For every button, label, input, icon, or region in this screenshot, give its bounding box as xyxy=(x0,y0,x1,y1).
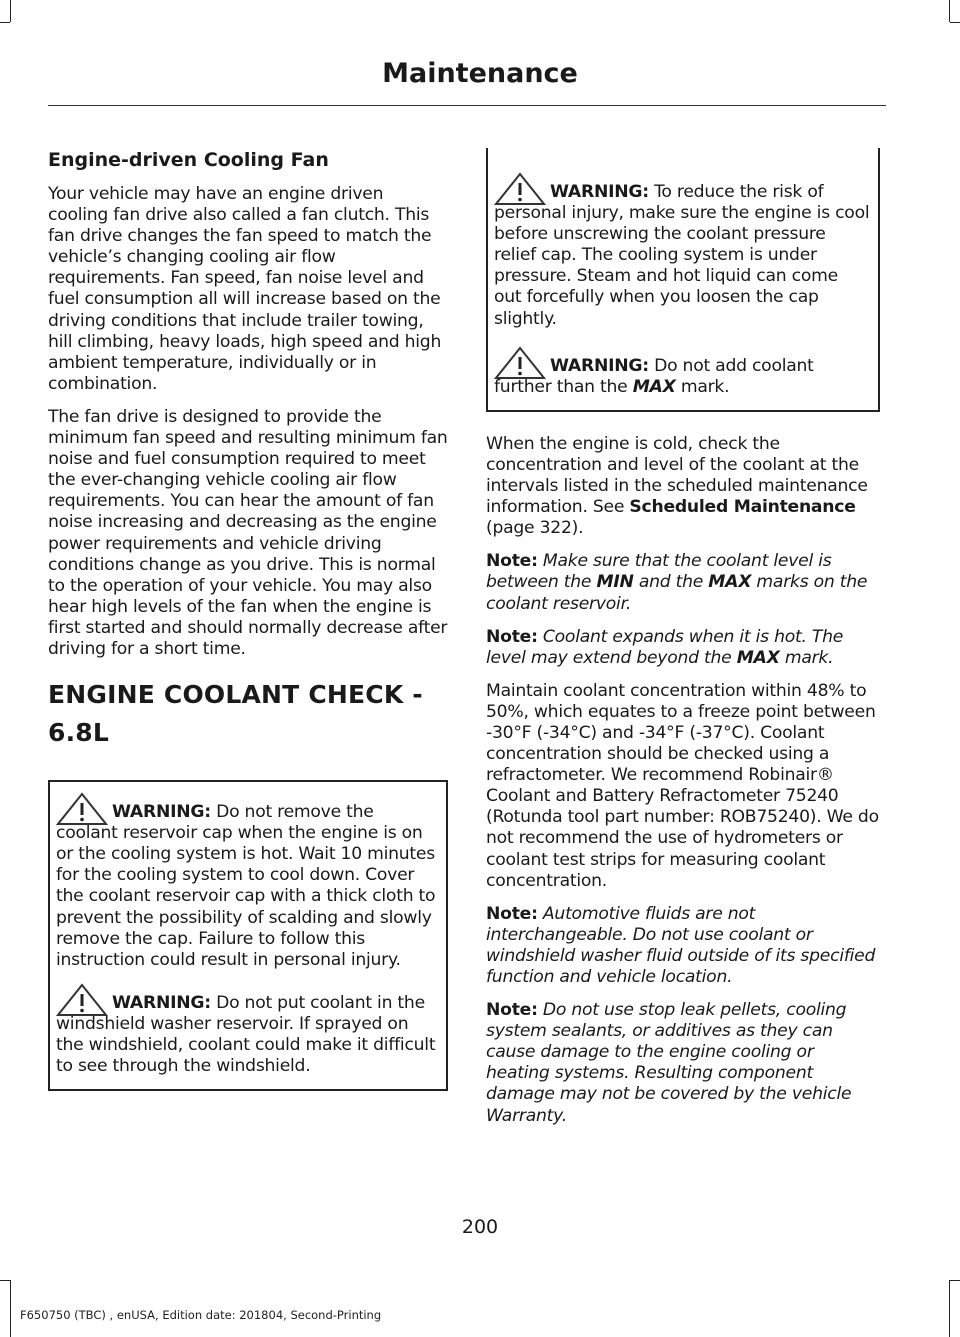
crop-mark xyxy=(0,1280,10,1281)
warning-item: WARNING: To reduce the risk of personal injury, make sure the engine is cool before unscrewing the coolant pressure relief cap. The cooling system is under pressure. Steam and hot liquid can come out forcefully when you loosen the cap slightly. xyxy=(494,182,870,330)
section-heading-coolant-check-line2: 6.8L xyxy=(48,718,110,748)
left-column xyxy=(48,140,448,1109)
note: Note: Do not use stop leak pellets, cooling system sealants, or additives as they can cause damage to the engine cooling or heating systems. Resulting component damage may not be covered by the vehicle Warranty. xyxy=(486,1000,852,1126)
warning-triangle-icon xyxy=(56,792,108,822)
warning-box xyxy=(486,148,880,412)
crop-mark xyxy=(10,1280,11,1337)
warning-item: WARNING: Do not put coolant in the windshield washer reservoir. If sprayed on the windshield, coolant could make it difficult to see through the windshield. xyxy=(56,993,438,1077)
note: Note: Automotive fluids are not interchangeable. Do not use coolant or windshield washer fluid outside of its specified function and vehicle location. xyxy=(486,903,876,987)
crop-mark xyxy=(949,0,950,22)
paragraph: Your vehicle may have an engine driven cooling fan drive also called a fan clutch. This fan drive changes the fan speed to match the vehicle’s changing cooling air flow requirements. Fan speed, fan noise level and fuel consumption all will increase based on the driving conditions that include trailer towing, hill climbing, heavy loads, high speed and high ambient temperature, individually or in combination. xyxy=(48,184,442,394)
crop-mark xyxy=(950,1280,960,1281)
section-heading-cooling-fan: Engine-driven Cooling Fan xyxy=(48,149,329,171)
footer-edition: F650750 (TBC) , enUSA, Edition date: 201804, Second-Printing xyxy=(20,1308,382,1322)
note: Note: Make sure that the coolant level is between the MIN and the MAX marks on the coolant reservoir. xyxy=(486,551,868,614)
warning-item: WARNING: Do not remove the coolant reservoir cap when the engine is on or the cooling system is hot. Wait 10 minutes for the cooling system to cool down. Cover the coolant reservoir cap with a thick cloth to prevent the possibility of scalding and slowly remove the cap. Failure to follow this instruction could result in personal injury. xyxy=(56,802,438,971)
crop-mark xyxy=(10,0,11,22)
right-column xyxy=(486,148,880,1139)
warning-triangle-icon xyxy=(56,983,108,1013)
header-divider xyxy=(48,105,886,106)
crop-mark xyxy=(950,22,960,23)
cross-reference-link[interactable]: Scheduled Maintenance xyxy=(629,497,856,518)
section-heading-coolant-check: ENGINE COOLANT CHECK - xyxy=(48,680,423,710)
warning-item: WARNING: Do not add coolant further than the MAX mark. xyxy=(494,356,870,398)
paragraph: Maintain coolant concentration within 48% to 50%, which equates to a freeze point between -30°F (-34°C) and -34°F (-37°C). Coolant concentration should be checked using a refractometer. We recommend Robinair® Coolant and Battery Refractometer 75240 (Rotunda tool part number: ROB75240). We do not recommend the use of hydrometers or coolant test strips for measuring coolant concentration. xyxy=(486,680,879,891)
page-header-title: Maintenance xyxy=(382,58,578,89)
paragraph: The fan drive is designed to provide the minimum fan speed and resulting minimum fan noise and fuel consumption required to meet the ever-changing vehicle cooling air flow requirements. You can hear the amount of fan noise increasing and decreasing as the engine power requirements and vehicle driving conditions change as you drive. This is normal to the operation of your vehicle. You may also hear high levels of the fan when the engine is first started and should normally decrease after driving for a short time. xyxy=(48,406,448,659)
crop-mark xyxy=(0,22,10,23)
warning-box xyxy=(48,780,448,1091)
note: Note: Coolant expands when it is hot. The level may extend beyond the MAX mark. xyxy=(486,626,844,668)
warning-triangle-icon xyxy=(494,172,546,202)
warning-triangle-icon xyxy=(494,346,546,376)
crop-mark xyxy=(949,1280,950,1337)
paragraph: When the engine is cold, check the concentration and level of the coolant at the intervals listed in the scheduled maintenance information. See Scheduled Maintenance (page 322). xyxy=(486,433,868,539)
page-number: 200 xyxy=(461,1216,499,1238)
